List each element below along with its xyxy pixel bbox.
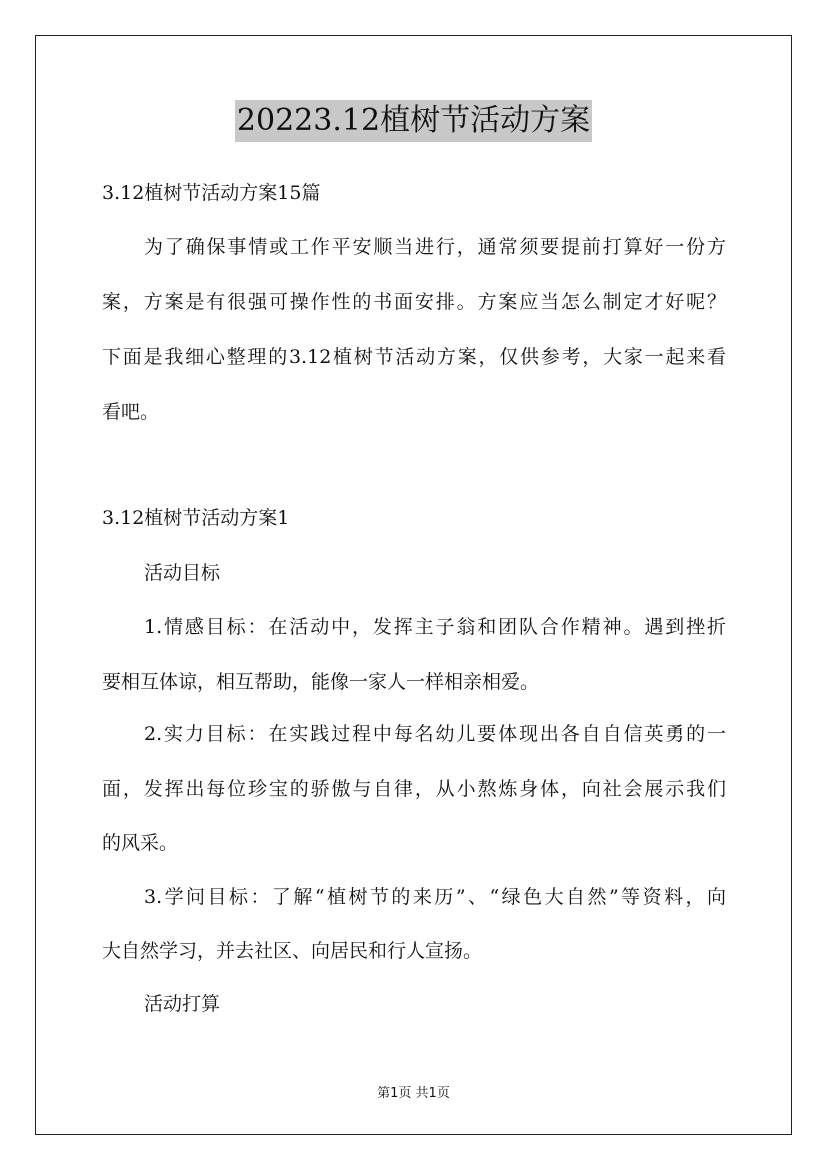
intro-line-4: 看吧。 (102, 401, 160, 423)
title-container (0, 100, 827, 142)
document-title: 20223.12植树节活动方案 (235, 100, 592, 142)
heading-goals: 活动目标 (144, 562, 221, 584)
goal2-line-1: 2.实力目标：在实践过程中每名幼儿要体现出各自自信英勇的一 (144, 723, 726, 745)
intro-line-1: 为了确保事情或工作平安顺当进行，通常须要提前打算好一份方 (144, 236, 726, 258)
goal1-line-2: 要相互体谅，相互帮助，能像一家人一样相亲相爱。 (102, 671, 540, 693)
goal2-line-3: 的风采。 (102, 832, 179, 854)
heading-plan: 活动打算 (144, 993, 221, 1015)
section-title: 3.12植树节活动方案1 (102, 507, 290, 529)
goal2-line-2: 面，发挥出每位珍宝的骄傲与自律，从小熬炼身体，向社会展示我们 (102, 778, 726, 800)
intro-line-2: 案，方案是有很强可操作性的书面安排。方案应当怎么制定才好呢？ (102, 291, 726, 313)
goal3-line-1: 3.学问目标：了解“植树节的来历”、“绿色大自然”等资料，向 (144, 886, 726, 908)
page-footer: 第1页 共1页 (377, 1086, 450, 1101)
intro-line-3: 下面是我细心整理的3.12植树节活动方案，仅供参考，大家一起来看 (102, 346, 726, 368)
document-subtitle: 3.12植树节活动方案15篇 (102, 182, 321, 204)
goal1-line-1: 1.情感目标：在活动中，发挥主子翁和团队合作精神。遇到挫折 (144, 616, 726, 638)
goal3-line-2: 大自然学习，并去社区、向居民和行人宣扬。 (102, 940, 483, 962)
